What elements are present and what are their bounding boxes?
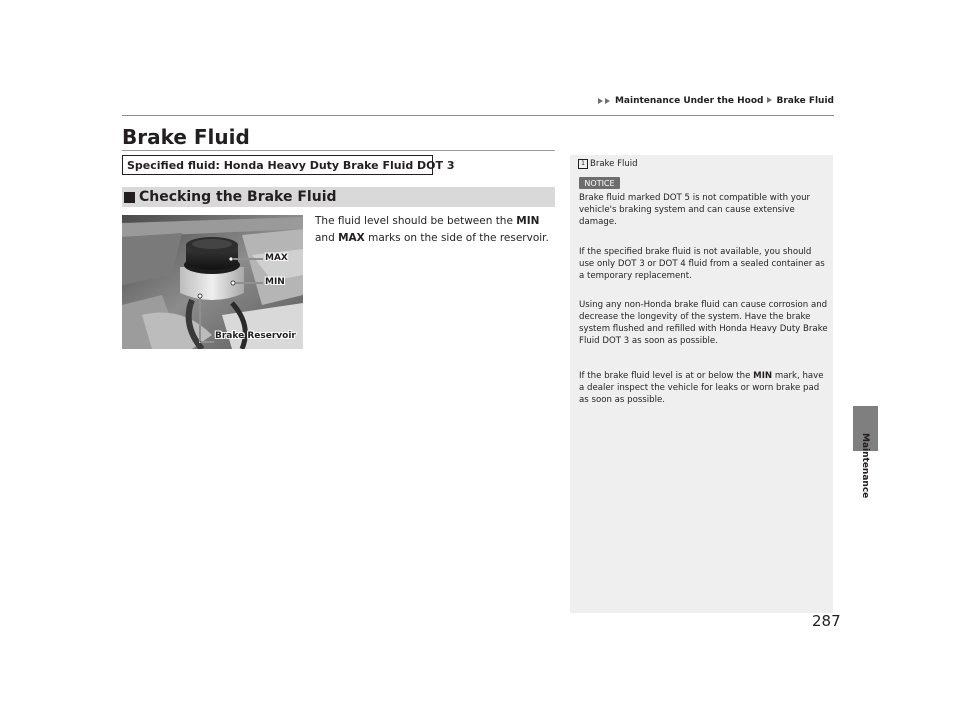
breadcrumb-item-page: Brake Fluid: [776, 96, 834, 106]
chapter-tab-label: Maintenance: [860, 433, 870, 499]
square-bullet-icon: [124, 192, 135, 203]
max-mark-label: MAX: [265, 253, 288, 263]
notes-paragraph-2: If the specified brake fluid is not available, you should use only DOT 3 or DOT 4 fluid from a sealed container as a temporary replacement.: [579, 247, 825, 281]
notes-paragraph-4: [579, 370, 829, 406]
notes-p4-text-a: If the brake fluid level is at or below the: [579, 371, 754, 381]
brake-reservoir-photo: [122, 215, 303, 349]
title-divider: [122, 150, 555, 151]
notes-p4-min-emphasis: MIN: [753, 371, 773, 381]
double-arrow-icon: [597, 98, 611, 104]
arrow-icon: [766, 96, 773, 106]
notes-title: Brake Fluid: [590, 159, 638, 169]
section-title: Checking the Brake Fluid: [139, 189, 337, 205]
breadcrumb: [612, 94, 834, 108]
body-paragraph: [315, 213, 555, 247]
body-max-emphasis: MAX: [338, 232, 365, 244]
breadcrumb-item-section: Maintenance Under the Hood: [614, 96, 764, 106]
brake-reservoir-label: Brake Reservoir: [215, 331, 296, 341]
notes-paragraph-3: Using any non-Honda brake fluid can cause corrosion and decrease the longevity of the system. Have the brake system flushed and refilled with Honda Heavy Duty Brake Fluid DOT 3 as soon as possible.: [579, 300, 828, 346]
header-divider: [122, 115, 834, 116]
page-title: Brake Fluid: [122, 125, 250, 149]
body-text-1: The fluid level should be between the: [315, 215, 517, 227]
page-number: 287: [812, 612, 841, 630]
body-text-3: marks on the side of the reservoir.: [364, 232, 549, 244]
notes-p4-text-b: mark, have a dealer inspect the vehicle for leaks or worn brake pad as soon as possible.: [579, 371, 824, 405]
section-header: [122, 187, 555, 207]
notes-heading: [578, 159, 637, 169]
note-reference-icon: 1: [578, 159, 588, 169]
body-min-emphasis: MIN: [516, 215, 540, 227]
specified-fluid-box: Specified fluid: Honda Heavy Duty Brake Fluid DOT 3: [122, 155, 433, 175]
min-mark-label: MIN: [265, 277, 285, 287]
notice-badge: NOTICE: [579, 177, 620, 189]
body-text-2: and: [315, 232, 339, 244]
notes-paragraph-1: Brake fluid marked DOT 5 is not compatible with your vehicle's braking system and can cause extensive damage.: [579, 193, 811, 227]
